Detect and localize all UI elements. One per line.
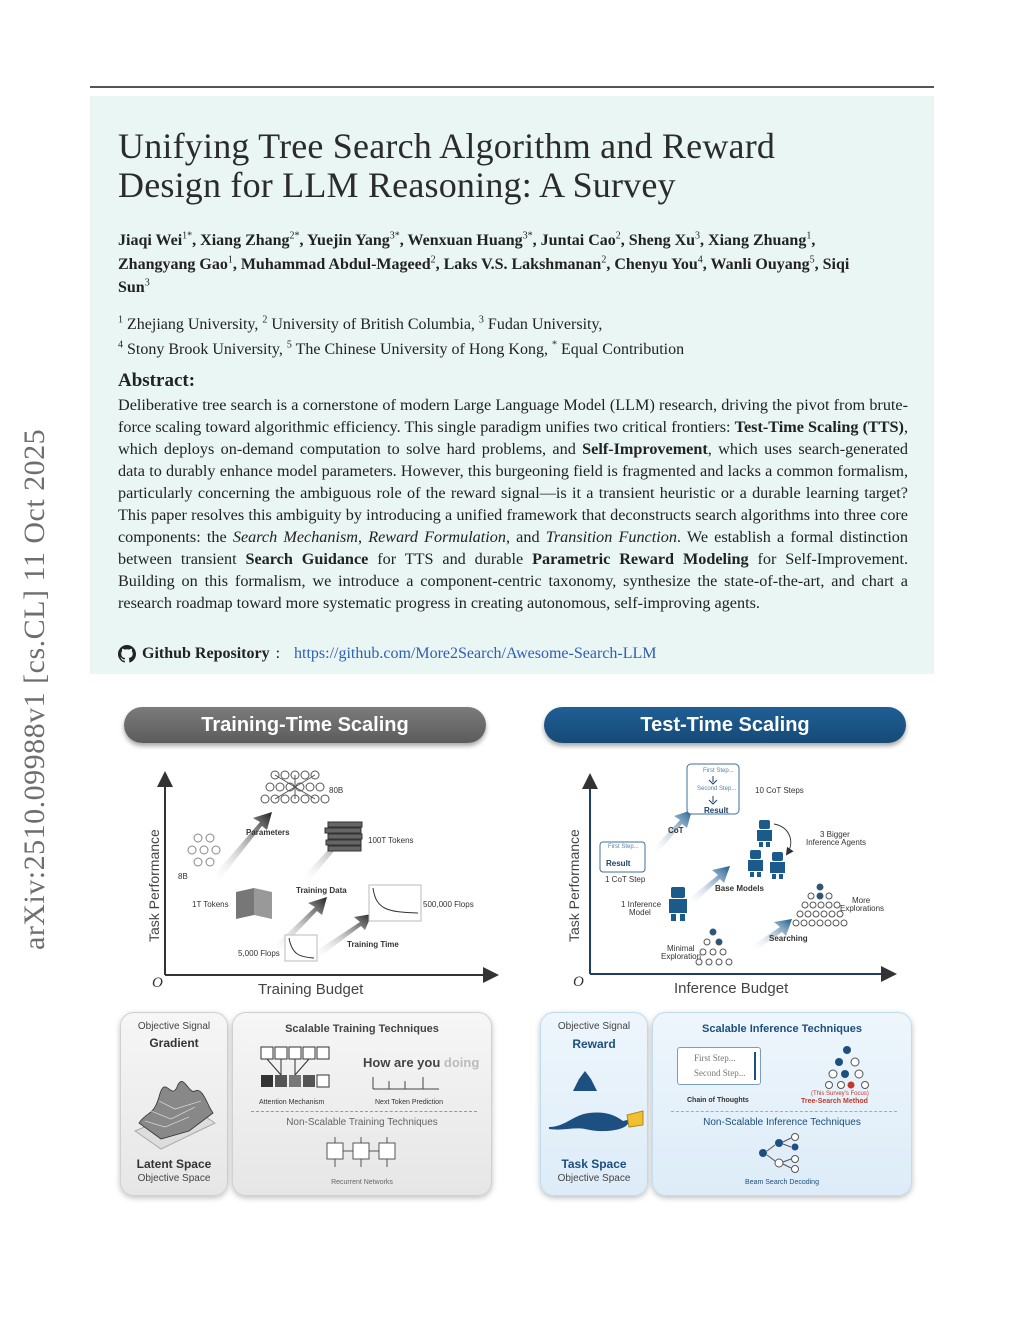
header-rule <box>90 86 934 88</box>
label-1-inference: 1 Inference <box>621 900 662 909</box>
scalable-training-title: Scalable Training Techniques <box>285 1023 439 1035</box>
next-token-label: Next Token Prediction <box>375 1099 443 1106</box>
label-1-cot-step: 1 CoT Step <box>605 875 646 884</box>
author: Juntai Cao$^2$ <box>540 230 621 249</box>
label-5k-flops: 5,000 Flops <box>238 949 280 958</box>
large-network-icon <box>261 771 329 803</box>
cot-panel <box>677 1047 761 1085</box>
test-time-scaling-pill: Test-Time Scaling <box>544 707 906 743</box>
task-space-label: Task Space <box>561 1157 627 1171</box>
author-list: Jiaqi Wei$^{1*}$, Xiang Zhang$^{2*}$, Yuejin Yang$^{3*}$, Wenxuan Huang$^{3*}$, Juntai Cao$^2$, Sheng Xu$^3$, Xiang Zhuang$^1$, Zhangyang Gao$^1$, Muhammad Abdul-Mageed$^2$, Laks V.S. Lakshmanan$^2$, Chenyu You$^4$, Wanli Ouyang$^5$, Siqi Sun$^3$ <box>118 230 850 296</box>
books-stack-icon <box>325 822 362 851</box>
loss-curve-small-icon <box>285 935 317 961</box>
label-result: Result <box>704 806 729 815</box>
small-tree-icon <box>696 929 732 965</box>
affiliations: $^1$ Zhejiang University, $^2$ University of British Columbia, $^3$ Fudan University, $^4$ Stony Brook University, $^5$ The Chinese University of Hong Kong, * Equal Contribution <box>118 314 685 358</box>
latent-space-label: Latent Space <box>136 1157 212 1171</box>
rnn-icon <box>321 1137 401 1169</box>
label-3-bigger: 3 Bigger <box>820 830 850 839</box>
large-tree-icon <box>793 884 847 926</box>
label-inference-agents: Inference Agents <box>806 838 867 847</box>
label-1t-tokens: 1T Tokens <box>192 900 229 909</box>
label-second-step: Second Step... <box>697 786 737 792</box>
label-more: More <box>852 896 871 905</box>
gradient-label: Gradient <box>149 1036 199 1050</box>
loss-curve-large-icon <box>369 885 421 921</box>
cot-label: Chain of Thoughts <box>687 1097 749 1104</box>
github-link[interactable]: https://github.com/More2Search/Awesome-Search-LLM <box>294 645 657 662</box>
label-500k-flops: 500,000 Flops <box>423 900 474 909</box>
cycle-arrow-icon <box>774 824 791 854</box>
label-8b: 8B <box>178 872 188 881</box>
label-100t-tokens: 100T Tokens <box>368 836 414 845</box>
label-first-step-small: First Step... <box>608 844 639 850</box>
label-result-small: Result <box>606 859 631 868</box>
training-time-scaling-pill: Training-Time Scaling <box>124 707 486 743</box>
label-model: Model <box>629 908 651 917</box>
arrow-icon <box>310 914 372 958</box>
abstract-heading: Abstract: <box>118 370 196 391</box>
training-plot-axes <box>150 770 510 1000</box>
training-techniques-card <box>232 1012 492 1196</box>
attention-label: Attention Mechanism <box>259 1099 325 1106</box>
divider <box>671 1111 897 1112</box>
author: Laks V.S. Lakshmanan$^2$ <box>443 254 607 273</box>
title-line-1: Unifying Tree Search Algorithm and Reward <box>118 126 776 166</box>
objective-signal-label: Objective Signal <box>137 1021 211 1032</box>
cot-first-step: First Step... <box>694 1053 736 1063</box>
label-training-time: Training Time <box>347 940 399 949</box>
abstract-text: Deliberative tree search is a cornerstone of modern Large Language Model (LLM) research, driving the pivot from brute-force scaling toward algorithmic efficiency. This single paradigm unifies two critical frontiers: Test-Time Scaling (TTS), which deploys on-demand computation to solve hard problems, and Self-Improvement, which uses search-generated data to durably enhance model parameters. However, this burgeoning field is fragmented and lacks a common formalism, particularly concerning the ambiguous role of the reward signal—is it a transient heuristic or a durable learning target? This paper resolves this ambiguity by introducing a unified framework that deconstructs search algorithms into three core components: the Search Mechanism, Reward Formulation, and Transition Function. We establish a formal distinction between transient Search Guidance for TTS and durable Parametric Reward Modeling for Self-Improvement. Building on this formalism, we introduce a component-centric taxonomy, synthesize the state-of-the-art, and chart a research roadmap toward more systematic progress in creating autonomous, self-improving agents. <box>118 396 909 612</box>
robot-icon <box>770 852 785 879</box>
left-y-axis-label: Task Performance <box>146 829 162 942</box>
author: Chenyu You$^4$ <box>614 254 703 273</box>
down-arrow-icon <box>754 1052 756 1080</box>
bell-icon <box>573 1071 597 1091</box>
recurrent-label: Recurrent Networks <box>331 1179 393 1186</box>
inference-scaling-plot <box>575 762 905 1002</box>
gradient-card <box>120 1012 228 1196</box>
token-bars-icon <box>371 1071 441 1093</box>
label-training-data: Training Data <box>296 886 347 895</box>
label-80b: 80B <box>329 786 344 795</box>
author: Xiang Zhuang$^1$ <box>708 230 812 249</box>
title-line-2: Design for LLM Reasoning: A Survey <box>118 165 676 205</box>
robot-icon <box>748 850 763 877</box>
left-x-axis-label: Training Budget <box>258 981 364 998</box>
author: Jiaqi Wei$^{1*}$ <box>118 230 193 249</box>
paper-title <box>118 127 908 205</box>
author: Muhammad Abdul-Mageed$^2$ <box>240 254 436 273</box>
loss-landscape-icon <box>131 1061 219 1153</box>
next-token-example: How are you doing <box>363 1055 480 1070</box>
author: Zhangyang Gao$^1$ <box>118 254 233 273</box>
label-searching: Searching <box>769 934 808 943</box>
beam-search-icon <box>757 1133 807 1173</box>
right-x-axis-label: Inference Budget <box>674 980 789 997</box>
tree-search-label: Tree-Search Method <box>801 1098 868 1105</box>
right-y-axis-label: Task Performance <box>566 829 582 942</box>
rat-reward-icon <box>545 1061 645 1145</box>
label-minimal: Minimal <box>667 944 695 953</box>
inference-techniques-card <box>652 1012 912 1196</box>
objective-space-label: Objective Space <box>137 1173 211 1184</box>
robot-icon <box>669 887 687 921</box>
author: Wanli Ouyang$^5$ <box>710 254 815 273</box>
non-scalable-training-title: Non-Scalable Training Techniques <box>286 1117 438 1128</box>
reward-label: Reward <box>572 1037 616 1051</box>
label-10-cot-steps: 10 CoT Steps <box>755 786 804 795</box>
label-parameters: Parameters <box>246 828 290 837</box>
non-scalable-inference-title: Non-Scalable Inference Techniques <box>703 1117 861 1128</box>
author: Yuejin Yang$^{3*}$ <box>306 230 400 249</box>
label-first-step: First Step... <box>703 768 734 774</box>
tree-search-icon <box>823 1045 871 1089</box>
right-origin-label: O <box>573 974 584 990</box>
cot-second-step: Second Step... <box>694 1068 746 1078</box>
author: Sheng Xu$^3$ <box>628 230 701 249</box>
small-network-icon <box>188 834 220 866</box>
survey-focus-label: (This Survey's Focus) <box>811 1091 869 1097</box>
reward-card <box>540 1012 648 1196</box>
github-line: Github Repository : https://github.com/More2Search/Awesome-Search-LLM <box>118 645 656 663</box>
cheese-icon <box>627 1111 643 1127</box>
beam-search-label: Beam Search Decoding <box>745 1179 819 1186</box>
left-origin-label: O <box>152 975 163 991</box>
github-label: Github Repository <box>142 645 270 662</box>
robot-icon <box>757 820 772 847</box>
author: Xiang Zhang$^{2*}$ <box>200 230 300 249</box>
label-base-models: Base Models <box>715 884 764 893</box>
objective-signal-label: Objective Signal <box>557 1021 631 1032</box>
scalable-inference-title: Scalable Inference Techniques <box>702 1023 862 1035</box>
objective-space-label: Objective Space <box>557 1173 631 1184</box>
author: Wenxuan Huang$^{3*}$ <box>407 230 533 249</box>
rat-icon <box>549 1112 631 1131</box>
arxiv-identifier: arXiv:2510.09988v1 [cs.CL] 11 Oct 2025 <box>18 428 51 950</box>
author: Siqi Sun$^3$ <box>118 255 850 296</box>
github-icon <box>118 645 136 663</box>
training-scaling-plot <box>150 770 510 1000</box>
label-cot: CoT <box>668 826 684 835</box>
divider <box>251 1111 477 1112</box>
attention-icon <box>259 1045 331 1095</box>
label-exploration: Exploration <box>661 952 702 961</box>
overview-figure <box>110 700 920 1210</box>
book-icon <box>236 888 272 919</box>
label-explorations: Explorations <box>840 904 885 913</box>
